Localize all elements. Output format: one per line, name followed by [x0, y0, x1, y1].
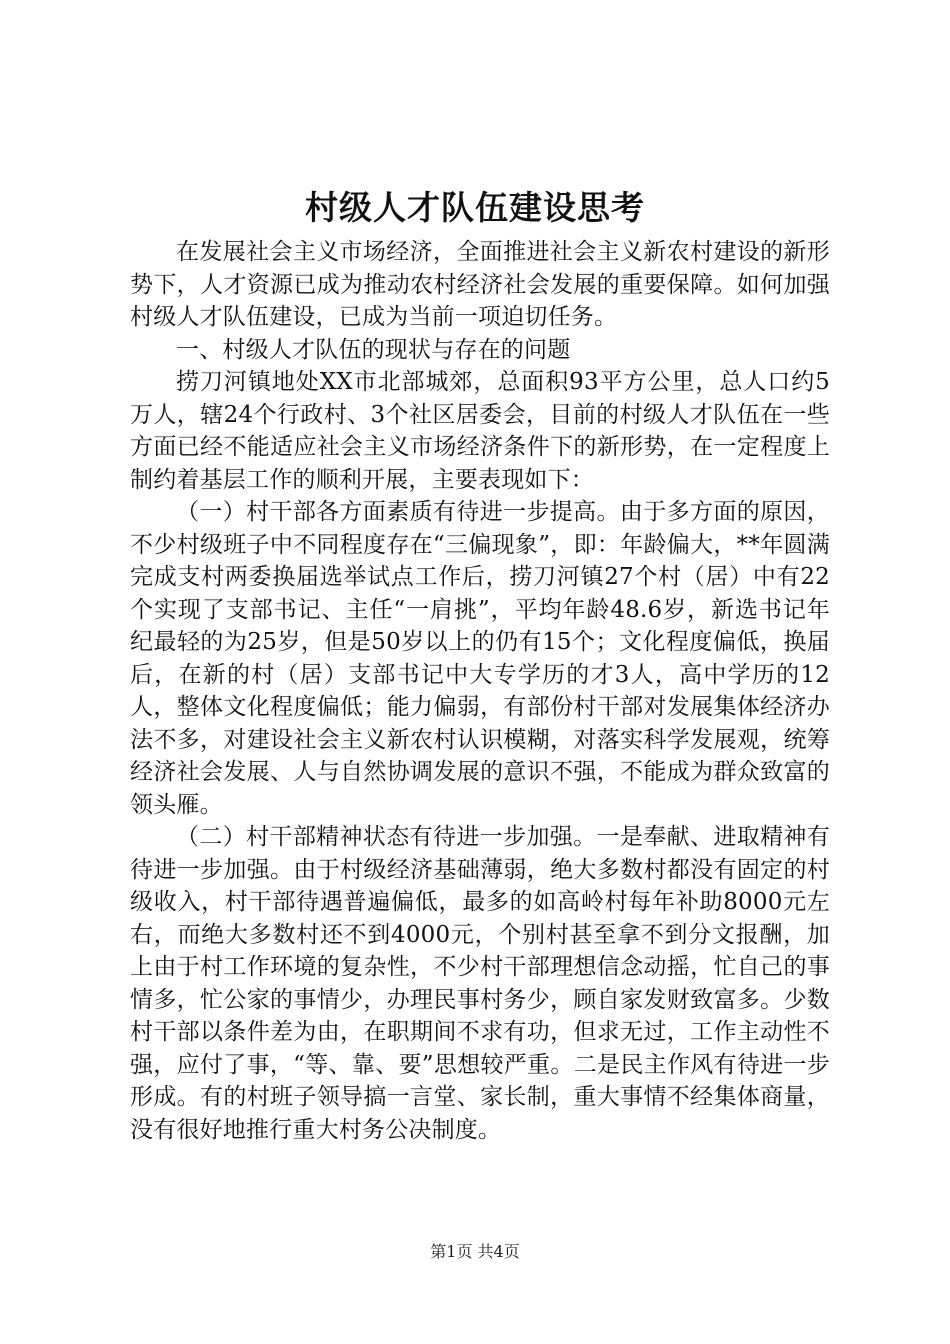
- page-number: 第1页 共4页: [430, 1242, 520, 1261]
- page-footer: [0, 1240, 950, 1264]
- paragraph-point-2: （二）村干部精神状态有待进一步加强。一是奉献、进取精神有待进一步加强。由于村级经济基础薄弱，绝大多数村都没有固定的村级收入，村干部待遇普遍偏低，最多的如高岭村每年补助8000元左右，而绝大多数村还不到4000元，个别村甚至拿不到分文报酬，加上由于村工作环境的复杂性，不少村干部理想信念动摇，忙自己的事情多，忙公家的事情少，办理民事村务少，顾自家发财致富多。少数村干部以条件差为由，在职期间不求有功，但求无过，工作主动性不强，应付了事，“等、靠、要”思想较严重。二是民主作风有待进一步形成。有的村班子领导搞一言堂、家长制，重大事情不经集体商量，没有很好地推行重大村务公决制度。: [130, 824, 830, 1143]
- paragraph-point-1: （一）村干部各方面素质有待进一步提高。由于多方面的原因，不少村级班子中不同程度存在“三偏现象”，即：年龄偏大，**年圆满完成支村两委换届选举试点工作后，捞刀河镇27个村（居）中有22个实现了支部书记、主任“一肩挑”，平均年龄48.6岁，新选书记年纪最轻的为25岁，但是50岁以上的仍有15个；文化程度偏低，换届后，在新的村（居）支部书记中大专学历的才3人，高中学历的12人，整体文化程度偏低；能力偏弱，有部份村干部对发展集体经济办法不多，对建设社会主义新农村认识模糊，对落实科学发展观，统筹经济社会发展、人与自然协调发展的意识不强，不能成为群众致富的领头雁。: [130, 499, 830, 818]
- document-title: 村级人才队伍建设思考: [305, 188, 645, 227]
- paragraph-overview: 捞刀河镇地处XX市北部城郊，总面积93平方公里，总人口约5万人，辖24个行政村、3个社区居委会，目前的村级人才队伍在一些方面已经不能适应社会主义市场经济条件下的新形势，在一定程度上制约着基层工作的顺利开展，主要表现如下：: [130, 369, 830, 493]
- section-heading: 一、村级人才队伍的现状与存在的问题: [176, 336, 571, 363]
- document-body: [130, 236, 830, 1146]
- paragraph-intro: 在发展社会主义市场经济，全面推进社会主义新农村建设的新形势下，人才资源已成为推动农村经济社会发展的重要保障。如何加强村级人才队伍建设，已成为当前一项迫切任务。: [130, 239, 830, 330]
